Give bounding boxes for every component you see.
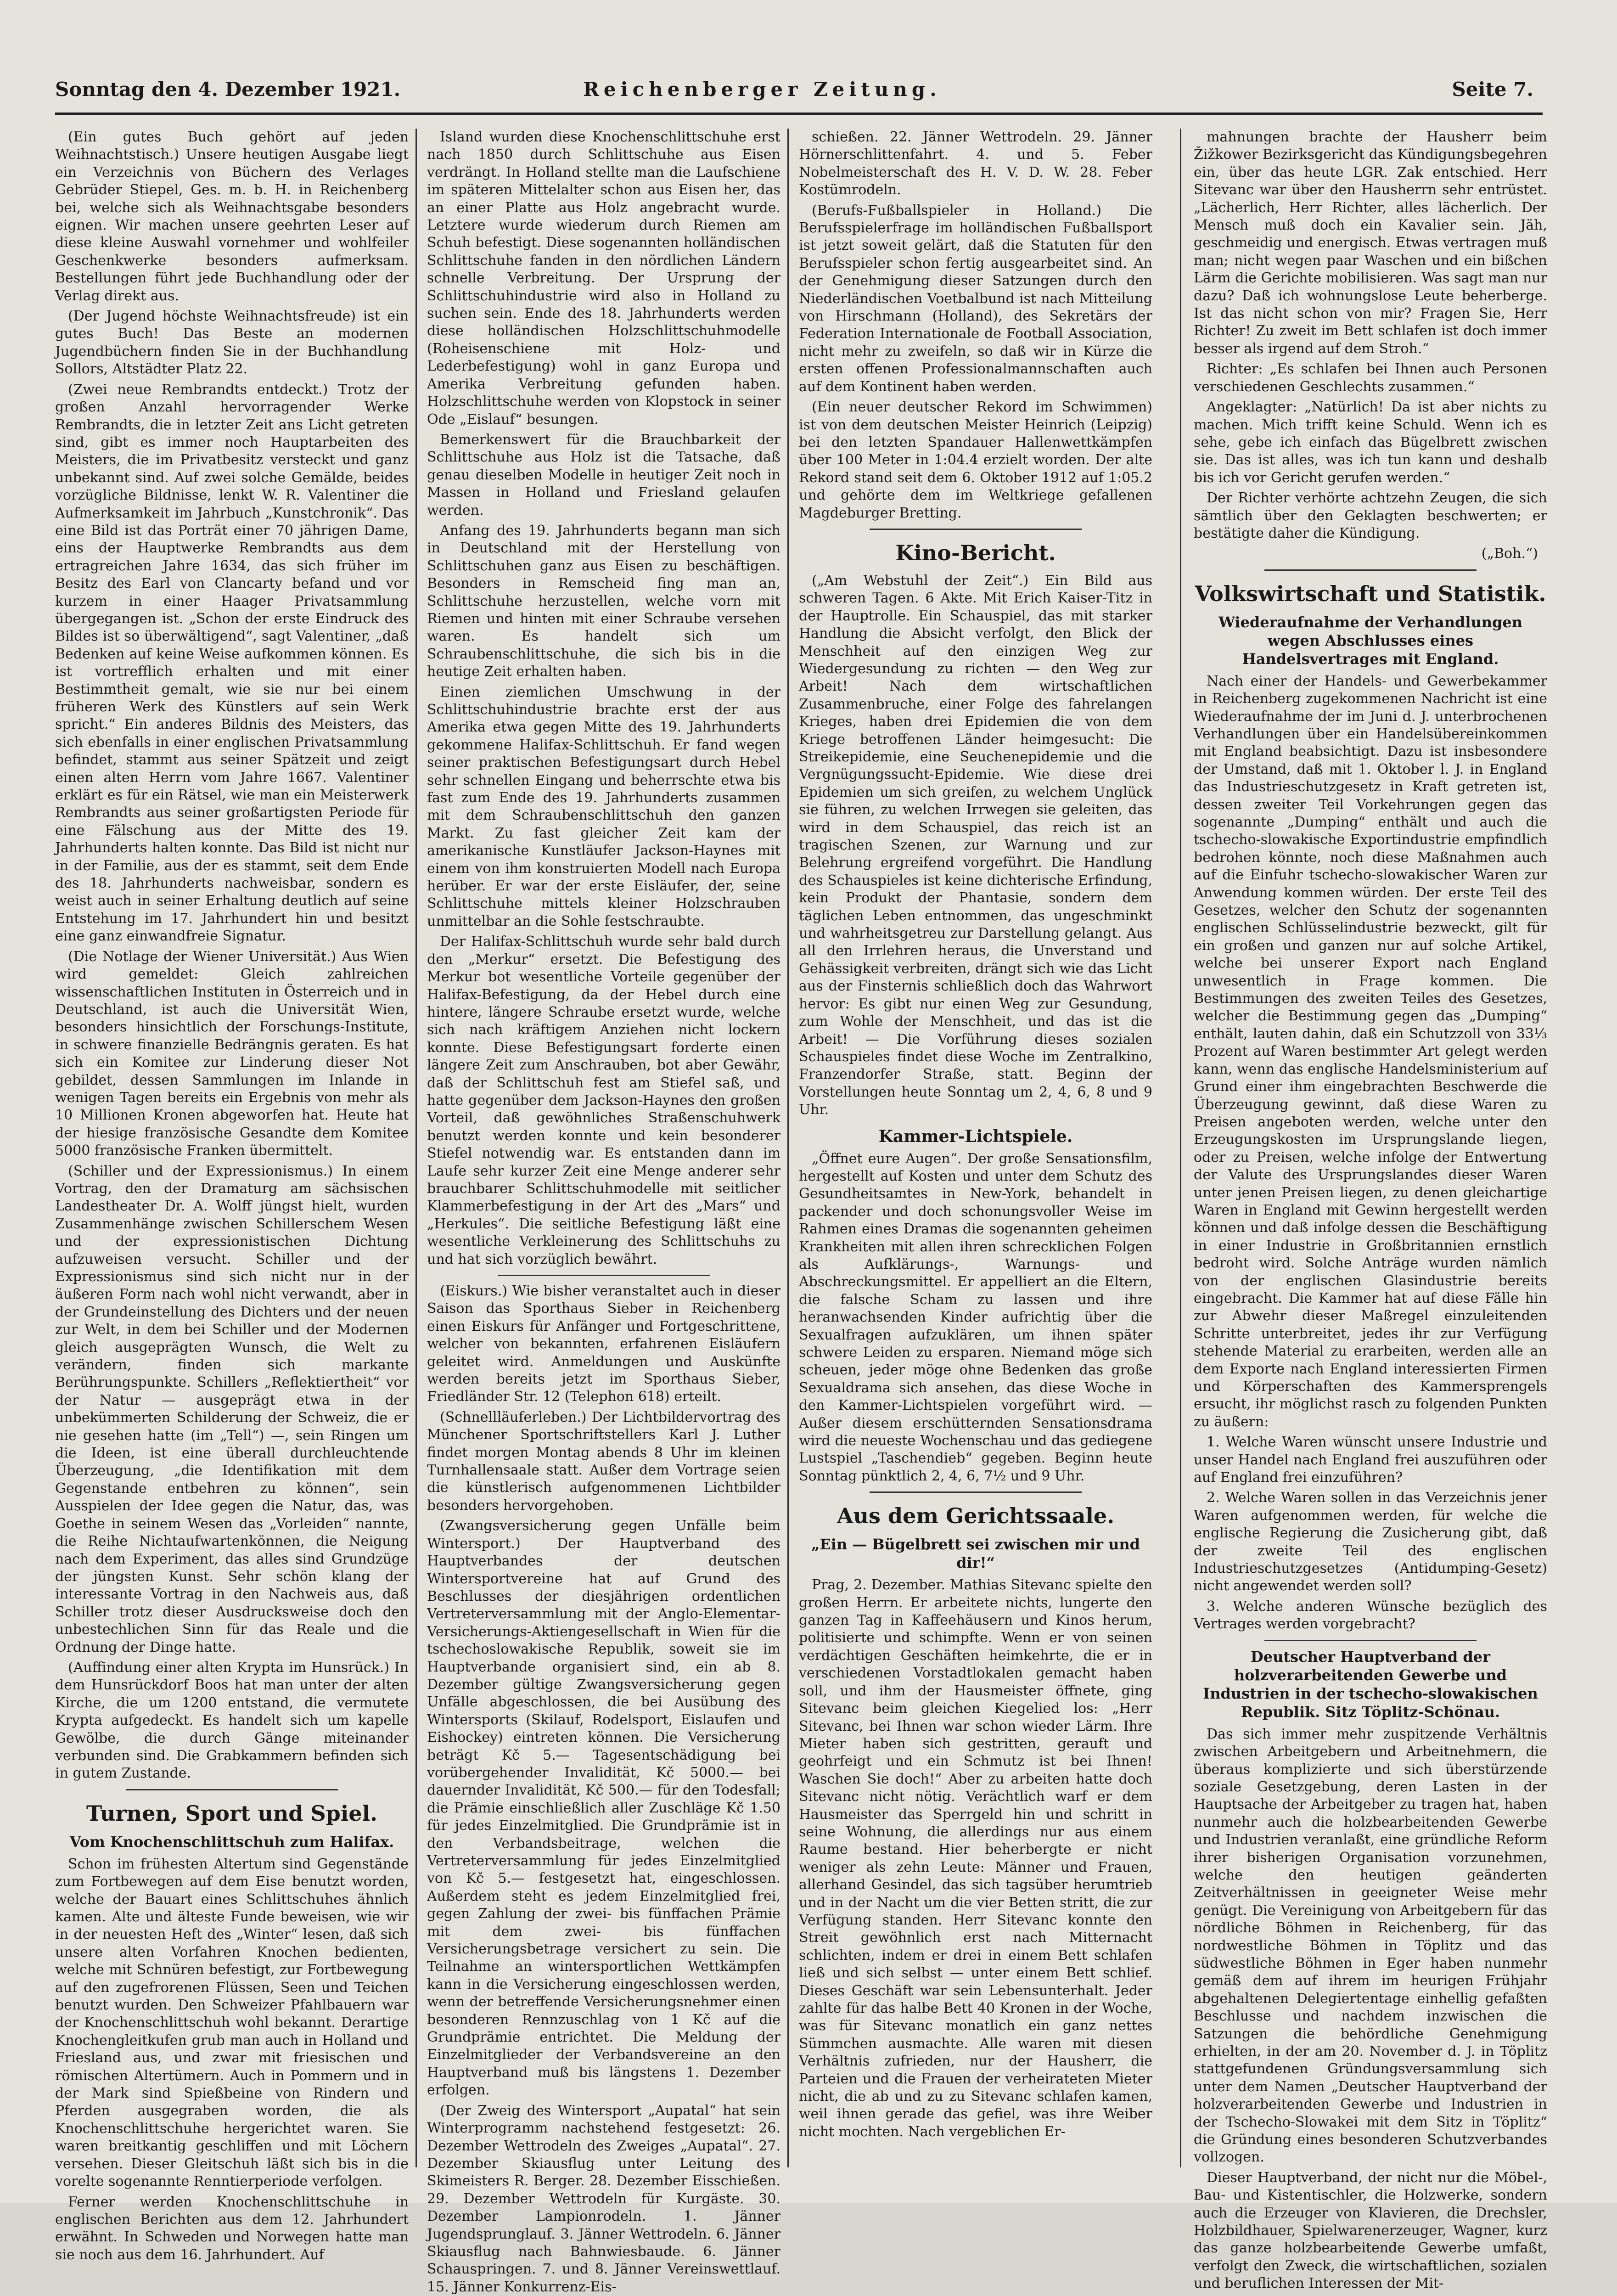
section-title-sport: Turnen, Sport und Spiel. xyxy=(86,1801,378,1826)
column-3 xyxy=(799,129,1152,2167)
article-skates-p3: Island wurden diese Knochenschlittschuhe erst nach 1850 durch Schlittschuhe aus Eisen verdrängt. In Holland stellte man die Laufschiene im späteren Mittelalter schon aus Eisen her, das an einer Platte aus Holz angebracht wurde. Letztere wurde wiederum durch Riemen am Schuh befestigt. Diese sogenannten holländischen Schlittschuhe fanden in den nördlichen Ländern schnelle Verbreitung. Der Ursprung der Schlittschuhindustrie wird also in Holland zu suchen sein. Ende des 18. Jahrhunderts werden diese holländischen Holzschlittschuhmodelle (Roheisenschiene mit Holz- und Lederbefestigung) wohl in ganz Europa und Amerika Verbreitung gefunden haben. Holzschlittschuhe werden von Klopstock in seiner Ode „Eislauf“ besungen. xyxy=(427,129,780,428)
column-divider xyxy=(787,129,789,2167)
section-divider xyxy=(870,529,1082,530)
notice-swimming-record: (Ein neuer deutscher Rekord im Schwimmen) ist von dem deutschen Meister Heinrich (Leipzig) bei den letzten Spandauer Hallenwettkämpfen über 100 Meter in 1:04.4 erzielt worden. Der alte Rekord stand seit dem 6. Oktober 1912 auf 1:05.2 und gehörte dem im Weltkriege gefallenen Magdeburger Bretting. xyxy=(799,399,1152,521)
article-title-skates: Vom Knochenschlittschuh zum Halifax. xyxy=(69,1833,394,1851)
notice-lecture: (Schnellläuferleben.) Der Lichtbildervortrag des Münchener Sportschriftstellers Karl J. Luther findet morgen Montag abends 8 Uhr im kleinen Turnhallensaale statt. Außer dem Vortrage seien die künstlerisch aufgenommenen Lichtbilder besonders hervorgehoben. xyxy=(427,1409,780,1514)
article-court-p4: Angeklagter: „Natürlich! Da ist aber nichts zu machen. Mich trifft keine Schuld. Wenn ich es sehe, gebe ich einfach das Bügelbrett zwischen sie. Das ist alles, was ich tun kann und deshalb bis ich vor Gericht gerufen werden.“ xyxy=(1194,399,1547,486)
column-4 xyxy=(1194,129,1547,2292)
notice-book-gift: (Ein gutes Buch gehört auf jeden Weihnachtstisch.) Unsere heutigen Ausgabe liegt ein Verzeichnis von Büchern des Verlages Gebrüder Stiepel, Ges. m. b. H. in Reichenberg bei, welche sich als Weihnachtsgabe besonders eignen. Wir machen unsere geehrten Leser auf diese kleine Auswahl vornehmer und wohlfeiler Geschenkwerke besonders aufmerksam. Bestellungen führt jede Buchhandlung oder der Verlag direkt aus. xyxy=(55,129,409,304)
header-rule xyxy=(55,113,1543,115)
notice-insurance: (Zwangsversicherung gegen Unfälle beim Wintersport.) Der Hauptverband des Hauptverbandes der deutschen Wintersportvereine hat auf Grund des Beschlusses der diesjährigen ordentlichen Vertreterversammlung mit der Anglo-Elementar-Versicherungs-Aktiengesellschaft in Wien für die tschechoslowakische Republik, soweit sie im Hauptverbande organisiert sind, ein ab 8. Dezember gültige Zwangsversicherung gegen Unfälle abgeschlossen, die bei Ausübung des Wintersports (Skilauf, Rodelsport, Eislaufen und Eishockey) eintreten können. Die Versicherung beträgt Kč 5.— Tagesentschädigung bei vorübergehender Invalidität, Kč 5000.— bei dauernder Invalidität, Kč 500.— für den Todesfall; die Prämie einschließlich aller Zuschläge Kč 1.50 für jedes Einzelmitglied. Die Grundprämie ist in den Verbandsbeitrage, welchen die Vertreterversammlung für jedes Einzelmitglied von Kč 5.— festgesetzt hat, eingeschlossen. Außerdem steht es jedem Einzelmitglied frei, gegen Zahlung der zwei- bis fünffachen Prämie mit dem zwei- bis fünffachen Versicherungsbetrage versichert zu sein. Die Teilnahme an wintersportlichen Wettkämpfen kann in die Versicherung eingeschlossen werden, wenn der betreffende Versicherungsnehmer einen besonderen Rennzuschlag von 1 Kč auf die Grundprämie entrichtet. Die Meldung der Einzelmitglieder der Verbandsvereine an den Hauptverband muß bis längstens 1. Dezember erfolgen. xyxy=(427,1518,780,2099)
article-england-q1: 1. Welche Waren wünscht unsere Industrie und unser Handel nach England frei auszuführen oder auf England frei einzuführen? xyxy=(1194,1434,1547,1486)
article-court-p5: Der Richter verhörte achtzehn Zeugen, die sich sämtlich über den Geklagten beschwerten; er bestätigte daher die Kündigung. xyxy=(1194,490,1547,541)
column-divider xyxy=(415,129,417,2167)
section-divider xyxy=(1264,569,1477,571)
article-signoff: („Boh.“) xyxy=(1481,546,1538,562)
section-divider xyxy=(126,1789,338,1790)
article-vienna-university: (Die Notlage der Wiener Universität.) Aus Wien wird gemeldet: Gleich zahlreichen wissenschaftlichen Instituten in Österreich und in Deutschland, ist auch die Universität Wien, besonders hinsichtlich der Forschungs-Institute, in schwere finanzielle Bedrängnis geraten. Es hat sich ein Komitee zur Linderung dieser Not gebildet, dessen Sammlungen im Inlande in wenigen Tagen bereits ein Ergebnis von mehr als 10 Millionen Kronen abgeworfen hat. Heute hat der hiesige französische Gesandte dem Komitee 5000 französische Franken übermittelt. xyxy=(55,948,409,1159)
article-court-p1: Prag, 2. Dezember. Mathias Sitevanc spielte den großen Herrn. Er arbeitete nichts, lungerte den ganzen Tag in Kaffeehäusern und Kinos herum, politisierte und schimpfte. Wenn er von seinen verdächtigen Geschäften heimkehrte, die er in verschiedenen Vorstadtlokalen gemacht haben soll, und ihm der Hausmeister öffnete, ging Sitevanc beim gleichen Kiegelied los: „Herr Sitevanc, bei Ihnen war schon wieder Lärm. Ihre Mieter haben sich gestritten, gerauft und geohrfeigt und ein Schmutz ist bei Ihnen! Waschen Sie doch!“ Aber zu arbeiten hatte doch Sitevanc nicht nötig. Verächtlich warf er dem Hausmeister das Sperrgeld hin und schritt in seine Wohnung, die allerdings nur aus einem Raume bestand. Hier beherbergte er nicht weniger als zehn Leute: Männer und Frauen, allerhand Gesindel, das sich tagsüber herumtrieb und in der Nacht um die vier Betten stritt, die zur Verfügung standen. Herr Sitevanc konnte den Streit gewöhnlich erst nach Mitternacht schlichten, indem er drei in einem Bett schlafen ließ und sich selbst — unter einem Bett schlief. Dieses Geschäft war sein Lebensunterhalt. Jeder zahlte für das halbe Bett 40 Kronen in der Woche, was für Sitevanc monatlich ein ganz nettes Sümmchen ausmachte. Alle waren mit diesen Verhältnis zufrieden, nur der Hausherr, die Parteien und die Frauen der verheirateten Mieter nicht, die ab und zu zu Sitevanc schlafen kamen, weil ihnen gerade das gefiel, was ihre Weiber nicht mochten. Nach vergeblichen Er- xyxy=(799,1577,1152,2140)
section-title-economy: Volkswirtschaft und Statistik. xyxy=(1195,581,1546,606)
section-divider xyxy=(1264,1640,1477,1641)
article-england-p1: Nach einer der Handels- und Gewerbekammer in Reichenberg zugekommenen Nachricht ist eine Wiederaufnahme der im Juni d. J. unterbrochenen Verhandlungen über ein Handelsübereinkommen mit England beabsichtigt. Dazu ist insbesondere der Umstand, daß mit 1. Oktober l. J. in England das Industrieschutzgesetz in Kraft getreten ist, dessen zweiter Teil Vorkehrungen gegen das sogenannte „Dumping“ enthält und auch die tschecho-slowakische Exportindustrie empfindlich bedrohen könnte, noch diese Maßnahmen auch auf die Einfuhr tschecho-slowakischer Waren zur Anwendung kommen würden. Der erste Teil des Gesetzes, welcher den Schutz der sogenannten englischen Schlüsselindustrie bezweckt, gilt für ein großen und ganzen nur auf solche Artikel, welche bei unserer Export nach England unwesentlich in Frage kommen. Die Bestimmungen des zweiten Teiles des Gesetzes, welcher die Bestimmung gegen das „Dumping“ enthält, lauten dahin, daß ein Schutzzoll von 33⅓ Prozent auf Waren bestimmter Art gelegt werden kann, wenn das englische Handelsministerium auf Grund einer ihm eingebrachten Beschwerde die Überzeugung gewinnt, daß diese Waren zu Preisen angeboten werden, welche unter den Erzeugungskosten im Ursprungslande liegen, oder zu Preisen, welche infolge der Entwertung der Valute des Ursprungslandes dieser Waren unter jenen Preisen liegen, zu denen gleichartige Waren in England mit Gewinn hergestellt werden können und daß infolge dessen die Beschäftigung in einer Industrie in Großbritannien ernstlich bedroht wird. Solche Anträge wurden nämlich von der englischen Glasindustrie bereits eingebracht. Die Kammer hat auf diese Fälle hin zur Abwehr dieser Maßregel einzuleitenden Schritte unterbreitet, jedes ihr zur Verfügung stehende Material zu erarbeiten, werden alle an dem Exporte nach England interessierten Firmen und Körperschaften des Kammersprengels ersucht, ihr möglichst rasch zu folgenden Punkten zu äußern: xyxy=(1194,673,1547,1430)
article-skates-p2: Ferner werden Knochenschlittschuhe in englischen Berichten aus dem 12. Jahrhundert erwähnt. In Schweden und Norwegen hatte man sie noch aus dem 16. Jahrhundert. Auf xyxy=(55,2194,409,2263)
newspaper-title: Reichenberger Zeitung. xyxy=(583,78,941,101)
issue-date: Sonntag den 4. Dezember 1921. xyxy=(55,78,401,101)
article-skates-p5: Anfang des 19. Jahrhunderts begann man sich in Deutschland mit der Herstellung von Schlittschuhen ganz aus Eisen zu beschäftigen. Besonders in Remscheid fing man an, Schlittschuhe herzustellen, welche vorn mit Riemen und hinten mit einer Schraube versehen waren. Es handelt sich um Schraubenschlittschuhe, die sich bis in die heutige Zeit erhalten haben. xyxy=(427,522,780,680)
notice-winter-program: (Der Zweig des Wintersport „Aupatal“ hat sein Winterprogramm nachstehend festgesetzt: 26. Dezember Wettrodeln des Zweiges „Aupatal“. 27. Dezember Skiausflug unter Leitung des Skimeisters R. Berger. 28. Dezember Eisschießen. 29. Dezember Wettrodeln für Kurgäste. 30. Dezember Lampionrodeln. 1. Jänner Jugendsprunglauf. 3. Jänner Wettrodeln. 6. Jänner Skiausflug nach Bahnwiesbaude. 6. Jänner Schauspringen. 7. und 8. Jänner Vereinswettlauf. 15. Jänner Konkurrenz-Eis- xyxy=(427,2102,780,2295)
column-1 xyxy=(55,129,409,2263)
article-schiller: (Schiller und der Expressionismus.) In einem Vortrag, den der Dramaturg am sächsischen Landestheater Dr. A. Wolff jüngst hielt, wurden Zusammenhänge zwischen Schillerschem Wesen und der expressionistischen Dichtung aufzuweisen versucht. Schiller und der Expressionismus sind sich nicht nur in der äußeren Form nach wohl nicht verwandt, aber in der Grundeinstellung des Dichters und der neuen zur Welt, in dem bei Schiller und der Modernen gleich ausgeprägten Wunsch, die Welt zu verändern, finden sich markante Berührungspunkte. Schillers „Reflektiertheit“ vor der Natur — ausgeprägt etwa in der unbekümmerten Schilderung der Schweiz, die er nie gesehen hatte (im „Tell“) —, sein Ringen um die Ideen, ist eine überall durchleuchtende Überzeugung, „die Identifikation mit dem Gegenstande entbehren zu können“, sein Ausspielen der Idee gegen die Natur, das, was Goethe in seinem Wesen das „Vorleiden“ nannte, die Reihe Nichtaufwartenkönnen, die Neigung nach dem Experiment, das alles sind Grundzüge der jüngsten Kunst. Sehr schön klang der interessante Vortrag in den Nachweis aus, daß Schiller trotz dieser Ausdrucksweise doch den unbestechlichen Sinn für das Reale und die Ordnung der Dinge hatte. xyxy=(55,1163,409,1655)
article-crypt: (Auffindung einer alten Krypta im Hunsrück.) In dem Hunsrückdorf Boos hat man unter der alten Kirche, die um 1200 entstand, die vermutete Krypta aufgedeckt. Es handelt sich um kapelle Gewölbe, die durch Gänge miteinander verbunden sind. Die Grabkammern befinden sich in gutem Zustande. xyxy=(55,1659,409,1782)
notice-youth-books: (Der Jugend höchste Weihnachtsfreude) ist ein gutes Buch! Das Beste an modernen Jugendbüchern finden Sie in der Buchhandlung Sollors, Altstädter Platz 22. xyxy=(55,308,409,377)
cinema-title-kammer: Kammer-Lichtspiele. xyxy=(878,1126,1073,1146)
article-title-england-treaty: Wiederaufnahme der Verhandlungen wegen Abschlusses eines Handelsvertrages mit England. xyxy=(1218,613,1523,668)
section-divider xyxy=(498,1275,710,1276)
article-court-p2: mahnungen brachte der Hausherr beim Žižkower Bezirksgericht das Kündigungsbegehren ein, über das heute LGR. Zak entschied. Herr Sitevanc war über den Hausherrn sehr entrüstet. „Lächerlich, Herr Richter, alles lächerlich. Der Mensch muß doch ein Kavalier sein. Jäh, geschmeidig und energisch. Etwas vertragen muß man; nicht wegen paar Waschen und ein bißchen Lärm die Gerichte mobilisieren. Was sagt man nur dazu? Daß ich wohnungslose Leute beherberge. Ist das nicht schon von mir? Fragen Sie, Herr Richter! Zu zweit im Bett schlafen ist doch immer besser als irgend auf dem Stroh.“ xyxy=(1194,129,1547,357)
article-court-p3: Richter: „Es schlafen bei Ihnen auch Personen verschiedenen Geschlechts zusammen.“ xyxy=(1194,361,1547,395)
notice-ice-course: (Eiskurs.) Wie bisher veranstaltet auch in dieser Saison das Sporthaus Sieber in Reichenberg einen Eiskurs für Anfänger und Fortgeschrittene, welcher von bekannten, erfahrenen Eisläufern geleitet wird. Anmeldungen und Auskünfte werden bereits jetzt im Sporthaus Sieber, Friedländer Str. 12 (Telephon 618) erteilt. xyxy=(427,1283,780,1405)
article-wood-p2: Dieser Hauptverband, der nicht nur die Möbel-, Bau- und Kistentischler, die Holzwerke, sondern auch die Erzeuger von Klavieren, die Drechsler, Holzbildhauer, Spielwarenerzeuger, Wagner, kurz das ganze holzbearbeitende Gewerbe umfaßt, verfolgt den Zweck, die wirtschaftlichen, sozialen und beruflichen Interessen der Mit- xyxy=(1194,2169,1547,2292)
article-title-wood-association: Deutscher Hauptverband der holzverarbeitenden Gewerbe und Industrien in der tschecho-slowakischen Republik. Sitz Töplitz-Schönau. xyxy=(1203,1648,1538,1721)
masthead xyxy=(55,73,1543,106)
article-england-q3: 3. Welche anderen Wünsche bezüglich des Vertrages werden vorgebracht? xyxy=(1194,1598,1547,1632)
section-title-cinema: Kino-Bericht. xyxy=(895,540,1056,565)
section-title-court: Aus dem Gerichtssaale. xyxy=(837,1503,1115,1529)
column-divider xyxy=(1180,129,1181,2167)
article-skates-p1: Schon im frühesten Altertum sind Gegenstände zum Fortbewegen auf dem Eise benutzt worden, welche der Bauart eines Schlittschuhes ähnlich kamen. Alte und älteste Funde beweisen, wie wir in der neuesten Heft des „Winter“ lesen, daß sich unsere alten Vorfahren Knochen bedienten, welche mit Schnüren befestigt, zur Fortbewegung auf den zugefrorenen Flüssen, Seen und Teichen benutzt wurden. Den Schweizer Pfahlbauern war der Knochenschlittschuh wohl bekannt. Derartige Knochengleitkufen grub man auch in Holland und Friesland aus, und zwar mit friesischen und römischen Altertümern. Auch in Pommern und in der Mark sind Spießbeine von Rindern und Pferden ausgegraben worden, die als Knochenschlittschuhe hergerichtet waren. Sie waren breitkantig geschliffen und mit Löchern versehen. Dieser Gleitschuh läßt sich bis in die vorelte sogenannte Renntierperiode verfolgen. xyxy=(55,1856,409,2190)
page-number: Seite 7. xyxy=(1452,78,1533,101)
article-skates-p4: Bemerkenswert für die Brauchbarkeit der Schlittschuhe aus Holz ist die Tatsache, daß genau dieselben Modelle in heutiger Zeit noch in Massen in Holland und Friesland gelaufen werden. xyxy=(427,431,780,518)
article-skates-p6: Einen ziemlichen Umschwung in der Schlittschuhindustrie brachte erst der aus Amerika etwa gegen Mitte des 19. Jahrhunderts gekommene Halifax-Schlittschuh. Er fand wegen seiner praktischen Befestigungsart durch Hebel sehr schnellen Eingang und beherrschte etwa bis fast zum Ende des 19. Jahrhunderts zusammen mit dem Schraubenschlittschuh den ganzen Markt. Zu fast gleicher Zeit kam der amerikanische Kunstläufer Jackson-Haynes mit einem von ihm konstruierten Modell nach Europa herüber. Er war der erste Eisläufer, der, seine Schlittschuhe mittels kleiner Holzschrauben unmittelbar an die Sohle festschraubte. xyxy=(427,684,780,929)
review-webstuhl: („Am Webstuhl der Zeit“.) Ein Bild aus schweren Tagen. 6 Akte. Mit Erich Kaiser-Titz in der Hauptrolle. Ein Schauspiel, das mit starker Handlung die Absicht verfolgt, den Blick der Menschheit auf den einzigen Weg zur Wiedergesundung zu richten — den Weg zur Arbeit! Nach dem wirtschaftlichen Zusammenbruche, einer Folge des fahrelangen Krieges, haben drei Epidemien die von dem Kriege betroffenen Länder heimgesucht: Die Streikepidemie, eine Seuchenepidemie und die Vergnügungssucht-Epidemie. Wie diese drei Epidemien um sich greifen, zu welchem Unglück sie führen, zu welchen Irrwegen sie geleiten, das wird in dem Schauspiel, das reich ist an tragischen Szenen, zur Warnung und zur Belehrung ergreifend vorgeführt. Die Handlung des Schauspieles ist keine dichterische Erfindung, kein Produkt der Phantasie, sondern dem täglichen Leben entnommen, das ungeschminkt und wahrheitsgetreu zur Darstellung gelangt. Aus all den Irrlehren heraus, die Unverstand und Gehässigkeit verbreiten, drängt sich wie das Licht aus der Finsternis schließlich doch das Wahrwort hervor: Es gibt nur einen Weg zur Gesundung, zum Wohle der Menschheit, und das ist die Arbeit! — Die Vorführung dieses sozialen Schauspieles findet diese Woche im Zentralkino, Franzendorfer Straße, statt. Beginn der Vorstellungen heute Sonntag um 2, 4, 6, 8 und 9 Uhr. xyxy=(799,572,1152,1118)
article-rembrandts: (Zwei neue Rembrandts entdeckt.) Trotz der großen Anzahl hervorragender Werke Rembrandts, die in letzter Zeit ans Licht getreten sind, gibt es immer noch Hauptarbeiten des Meisters, die im Privatbesitz versteckt und ganz unbekannt sind. Auf zwei solche Gemälde, beides vorzügliche Bildnisse, lenkt W. R. Valentiner die Aufmerksamkeit im Jahrbuch „Kunstchronik“. Das eine Bild ist das Porträt einer 70 jährigen Dame, eins der Hauptwerke Rembrandts aus dem ertragreichen Jahre 1634, das sich früher im Besitz des Earl von Clancarty befand und vor kurzem in einer Haager Privatsammlung übergegangen ist. „Schon der erste Eindruck des Bildes ist so überwältigend“, sagt Valentiner, „daß Bedenken auf keine Weise aufkommen können. Es ist vortrefflich erhalten und mit einer Bestimmtheit gemalt, wie sie nur bei einem früheren Werk des Künstlers auf sein Werk spricht.“ Ein anderes Bildnis des Meisters, das sich ebenfalls in einer englischen Privatsammlung befindet, stammt aus seiner Spätzeit und zeigt einen alten Herrn vom Jahre 1667. Valentiner erklärt es für ein Rätsel, wie man ein Meisterwerk Rembrandts aus seiner großartigsten Periode für eine Fälschung aus der Mitte des 19. Jahrhunderts halten konnte. Das Bild ist nicht nur in der Familie, aus der es stammt, seit dem Ende des 18. Jahrhunderts nachweisbar, sondern es weist auch in seiner Erhaltung deutlich auf seine Entstehung im 17. Jahrhundert hin und besitzt eine ganz einwandfreie Signatur. xyxy=(55,381,409,945)
article-skates-p7: Der Halifax-Schlittschuh wurde sehr bald durch den „Merkur“ ersetzt. Die Befestigung des Merkur bot wesentliche Vorteile gegenüber der Halifax-Befestigung, da der Hebel durch eine hintere, längere Schraube ersetzt wurde, welche sich nach kräftigem Anziehen nicht lockern konnte. Diese Befestigungsart forderte einen längere Zeit zum Anschrauben, bot aber Gewähr, daß der Schlittschuh fest am Stiefel saß, und hatte gegenüber dem Jackson-Haynes den großen Vorteil, daß gewöhnliches Straßenschuhwerk benutzt werden konnte und kein besonderer Stiefel notwendig war. Es entstanden dann im Laufe sehr kurzer Zeit eine Menge anderer sehr brauchbarer Schlittschuhmodelle mit seitlicher Klammerbefestigung in der Art des „Mars“ und „Herkules“. Die seitliche Befestigung läßt eine wesentliche Verkleinerung des Schlittschuhs zu und hat sich vorzüglich bewährt. xyxy=(427,934,780,1267)
article-title-ironing-board: „Ein — Bügelbrett sei zwischen mir und dir!“ xyxy=(811,1536,1140,1572)
article-wood-p1: Das sich immer mehr zuspitzende Verhältnis zwischen Arbeitgebern und Arbeitnehmern, die überaus komplizierte und sich überstürzende soziale Gesetzgebung, deren Lasten in der Hauptsache der Arbeitgeber zu tragen hat, haben nunmehr auch die holzbearbeitenden Gewerbe und Industrien veranlaßt, eine gründliche Reform ihrer bisherigen Organisation vorzunehmen, welche den heutigen geänderten Zeitverhältnissen in geeigneter Weise mehr genügt. Die Vereinigung von Arbeitgebern für das nördliche Böhmen in Reichenberg, für das nordwestliche Böhmen in Töplitz und das südwestliche Böhmen in Eger haben nunmehr gemäß dem auf ihrem im heurigen Frühjahr abgehaltenen Delegiertentage einhellig gefaßten Beschlusse und nachdem inzwischen die Satzungen die behördliche Genehmigung erhielten, in der am 20. November d. J. in Töplitz stattgefundenen Gründungsversammlung sich unter dem Namen „Deutscher Hauptverband der holzverarbeitenden Gewerbe und Industrien in der Tschecho-Slowakei mit dem Sitz in Töplitz“ die Gründung eines besonderen Schutzverbandes vollzogen. xyxy=(1194,1726,1547,2166)
article-england-q2: 2. Welche Waren sollen in das Verzeichnis jener Waren aufgenommen werden, für welche die englische Regierung die Zusicherung gibt, daß der zweite Teil des englischen Industrieschutzgesetzes (Antidumping-Gesetz) nicht angewendet werden soll? xyxy=(1194,1490,1547,1594)
review-augen: „Öffnet eure Augen“. Der große Sensationsfilm, hergestellt auf Kosten und unter dem Schutz des Gesundheitsamtes in New-York, behandelt in packender und doch schonungsvoller Weise im Rahmen eines Dramas die sogenannten geheimen Krankheiten mit allen ihren schrecklichen Folgen als Aufklärungs-, Warnungs- und Abschreckungsmittel. Er appelliert an die Eltern, die falsche Scham zu lassen und ihre heranwachsenden Kinder aufrichtig über die Sexualfragen aufzuklären, um ihnen später schwere Leiden zu ersparen. Niemand möge sich scheuen, jeder möge ohne Bedenken das große Sexualdrama sich ansehen, das diese Woche in den Kammer-Lichtspielen vorgeführt wird. — Außer diesem erschütternden Sensationsdrama wird die neueste Wochenschau und das gediegene Lustspiel „Taschendieb“ gegeben. Beginn heute Sonntag pünktlich 2, 4, 6, 7½ und 9 Uhr. xyxy=(799,1150,1152,1484)
notice-football: (Berufs-Fußballspieler in Holland.) Die Berufsspielerfrage im holländischen Fußballsport ist jetzt soweit gelärt, daß die Statuten für den Berufsspieler schon fertig ausgearbeitet sind. An der Genehmigung dieser Satzungen durch den Niederländischen Voetbalbund ist nach Mitteilung von Hirschmann (Holland), des Sekretärs der Federation Internationale de Football Association, nicht mehr zu zweifeln, so daß wir in Kürze die ersten offenen Professionalmannschaften auch auf dem Kontinent haben werden. xyxy=(799,202,1152,395)
notice-winter-program-cont: schießen. 22. Jänner Wettrodeln. 29. Jänner Hörnerschlittenfahrt. 4. und 5. Feber Nobelmeisterschaft des H. V. D. W. 28. Feber Kostümrodeln. xyxy=(799,129,1152,198)
column-2 xyxy=(427,129,780,2295)
section-divider xyxy=(870,1491,1082,1493)
